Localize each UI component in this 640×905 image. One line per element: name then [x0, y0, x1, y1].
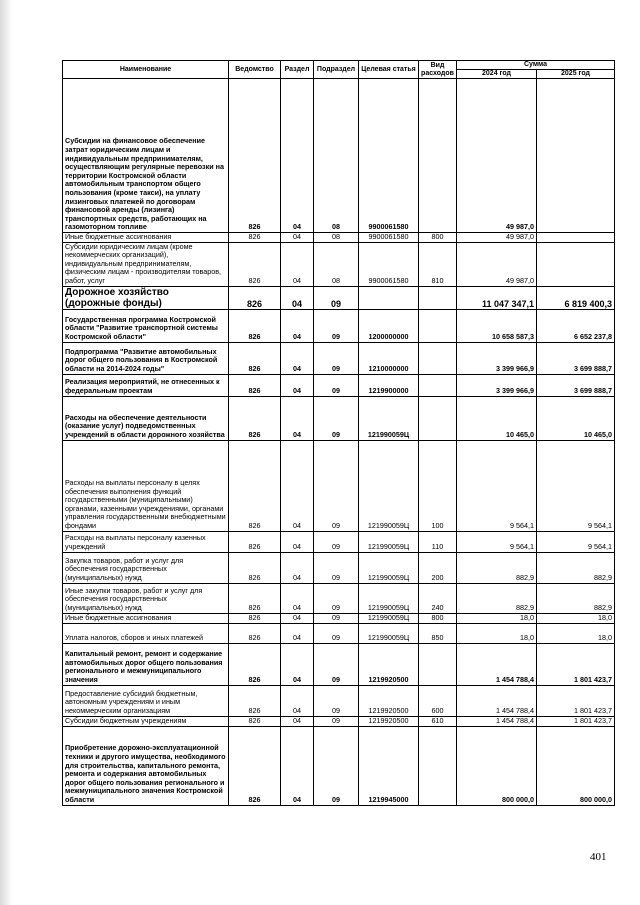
- row-department: 826: [229, 242, 281, 286]
- row-name: Приобретение дорожно-эксплуатационной техники и другого имущества, необходимого для строительства, капитального ремонта, ремонта и содержания автомобильных дорог общего пользования регионального и межмуниципального значения Костромской области: [63, 726, 229, 805]
- row-expense-type: [419, 643, 457, 685]
- row-sum-2025: 9 564,1: [537, 440, 615, 531]
- row-department: 826: [229, 726, 281, 805]
- row-name: Дорожное хозяйство (дорожные фонды): [63, 286, 229, 309]
- header-name: Наименование: [63, 61, 229, 79]
- row-sum-2025: 1 801 423,7: [537, 685, 615, 716]
- row-sum-2024: 3 399 966,9: [457, 374, 537, 396]
- row-expense-type: 800: [419, 233, 457, 243]
- row-name: Расходы на выплаты персоналу в целях обеспечения выполнения функций государственными (муниципальными) органами, казенными учреждениями, органами управления государственными внебюджетными фондами: [63, 440, 229, 531]
- table-row: [63, 396, 615, 440]
- row-target: 121990059Ц: [359, 583, 419, 613]
- row-subsection: 09: [314, 643, 359, 685]
- row-target: 9900061580: [359, 242, 419, 286]
- row-department: 826: [229, 440, 281, 531]
- row-department: 826: [229, 374, 281, 396]
- row-subsection: 09: [314, 286, 359, 309]
- row-department: 826: [229, 286, 281, 309]
- row-section: 04: [281, 613, 314, 623]
- row-sum-2025: 18,0: [537, 613, 615, 623]
- row-subsection: 09: [314, 583, 359, 613]
- row-department: 826: [229, 623, 281, 643]
- row-sum-2024: 18,0: [457, 613, 537, 623]
- scan-edge-shadow: [0, 0, 12, 905]
- row-sum-2024: 49 987,0: [457, 242, 537, 286]
- row-sum-2025: [537, 242, 615, 286]
- table-row: [63, 286, 615, 309]
- row-expense-type: [419, 79, 457, 233]
- row-expense-type: [419, 726, 457, 805]
- row-section: 04: [281, 623, 314, 643]
- row-expense-type: 100: [419, 440, 457, 531]
- row-sum-2024: 10 465,0: [457, 396, 537, 440]
- row-name: Капитальный ремонт, ремонт и содержание автомобильных дорог общего пользования регионального и межмуниципального значения: [63, 643, 229, 685]
- row-target: 121990059Ц: [359, 531, 419, 552]
- row-target: 1219920500: [359, 643, 419, 685]
- header-sum: Сумма: [457, 61, 615, 70]
- row-section: 04: [281, 342, 314, 374]
- row-expense-type: 240: [419, 583, 457, 613]
- table-row: [63, 552, 615, 583]
- row-sum-2025: [537, 79, 615, 233]
- row-subsection: 09: [314, 552, 359, 583]
- row-expense-type: [419, 374, 457, 396]
- row-department: 826: [229, 716, 281, 726]
- row-name: Субсидии бюджетным учреждениям: [63, 716, 229, 726]
- row-sum-2025: 3 699 888,7: [537, 342, 615, 374]
- table-row: [63, 583, 615, 613]
- row-name: Иные бюджетные ассигнования: [63, 613, 229, 623]
- row-target: 121990059Ц: [359, 623, 419, 643]
- row-name: Предоставление субсидий бюджетным, автономным учреждениям и иным некоммерческим организациям: [63, 685, 229, 716]
- header-expense-type: Вид расходов: [419, 61, 457, 79]
- row-target: 9900061580: [359, 233, 419, 243]
- row-department: 826: [229, 583, 281, 613]
- row-sum-2024: 49 987,0: [457, 79, 537, 233]
- row-section: 04: [281, 309, 314, 342]
- row-target: 121990059Ц: [359, 396, 419, 440]
- row-subsection: 09: [314, 716, 359, 726]
- row-target: 1219920500: [359, 685, 419, 716]
- row-name: Государственная программа Костромской области "Развитие транспортной системы Костромской области": [63, 309, 229, 342]
- row-sum-2024: 3 399 966,9: [457, 342, 537, 374]
- row-subsection: 09: [314, 623, 359, 643]
- row-subsection: 09: [314, 685, 359, 716]
- row-name: Закупка товаров, работ и услуг для обеспечения государственных (муниципальных) нужд: [63, 552, 229, 583]
- row-sum-2024: 1 454 788,4: [457, 685, 537, 716]
- budget-table: [62, 60, 615, 806]
- row-sum-2024: 49 987,0: [457, 233, 537, 243]
- table-row: [63, 726, 615, 805]
- table-row: [63, 643, 615, 685]
- row-expense-type: 600: [419, 685, 457, 716]
- table-row: [63, 531, 615, 552]
- row-sum-2025: 10 465,0: [537, 396, 615, 440]
- row-department: 826: [229, 685, 281, 716]
- row-sum-2025: 18,0: [537, 623, 615, 643]
- row-section: 04: [281, 233, 314, 243]
- row-section: 04: [281, 396, 314, 440]
- row-name: Уплата налогов, сборов и иных платежей: [63, 623, 229, 643]
- row-name: Расходы на обеспечение деятельности (оказание услуг) подведомственных учреждений в области дорожного хозяйства: [63, 396, 229, 440]
- row-section: 04: [281, 552, 314, 583]
- row-sum-2025: 800 000,0: [537, 726, 615, 805]
- row-target: 9900061580: [359, 79, 419, 233]
- row-target: 1219945000: [359, 726, 419, 805]
- row-target: 121990059Ц: [359, 552, 419, 583]
- row-expense-type: [419, 342, 457, 374]
- row-target: 1200000000: [359, 309, 419, 342]
- row-subsection: 08: [314, 79, 359, 233]
- row-sum-2024: 9 564,1: [457, 440, 537, 531]
- row-name: Иные бюджетные ассигнования: [63, 233, 229, 243]
- row-target: [359, 286, 419, 309]
- table-row: [63, 623, 615, 643]
- table-row: [63, 685, 615, 716]
- row-sum-2025: 6 652 237,8: [537, 309, 615, 342]
- budget-sheet: [62, 60, 614, 806]
- row-subsection: 08: [314, 233, 359, 243]
- row-expense-type: 850: [419, 623, 457, 643]
- row-sum-2025: 882,9: [537, 583, 615, 613]
- row-expense-type: 200: [419, 552, 457, 583]
- row-expense-type: [419, 286, 457, 309]
- row-section: 04: [281, 79, 314, 233]
- row-name: Реализация мероприятий, не отнесенных к федеральным проектам: [63, 374, 229, 396]
- header-target: Целевая статья: [359, 61, 419, 79]
- row-sum-2024: 882,9: [457, 583, 537, 613]
- row-section: 04: [281, 440, 314, 531]
- row-expense-type: 800: [419, 613, 457, 623]
- page-number: 401: [590, 851, 607, 863]
- row-department: 826: [229, 643, 281, 685]
- row-target: 1219900000: [359, 374, 419, 396]
- row-subsection: 09: [314, 613, 359, 623]
- row-expense-type: 110: [419, 531, 457, 552]
- header-year-2025: 2025 год: [537, 70, 615, 79]
- row-section: 04: [281, 531, 314, 552]
- row-subsection: 09: [314, 374, 359, 396]
- row-section: 04: [281, 643, 314, 685]
- table-row: [63, 233, 615, 243]
- row-sum-2025: 1 801 423,7: [537, 643, 615, 685]
- table-row: [63, 716, 615, 726]
- row-sum-2024: 1 454 788,4: [457, 643, 537, 685]
- row-section: 04: [281, 685, 314, 716]
- row-sum-2025: 882,9: [537, 552, 615, 583]
- row-sum-2025: 9 564,1: [537, 531, 615, 552]
- row-section: 04: [281, 286, 314, 309]
- row-target: 1210000000: [359, 342, 419, 374]
- row-sum-2024: 1 454 788,4: [457, 716, 537, 726]
- row-section: 04: [281, 726, 314, 805]
- header-section: Раздел: [281, 61, 314, 79]
- row-department: 826: [229, 396, 281, 440]
- row-name: Субсидии на финансовое обеспечение затрат юридическим лицам и индивидуальным предпринимателям, осуществляющим регулярные перевозки на территории Костромской области автомобильным транспортом общего пользования (кроме такси), на уплату лизинговых платежей по договорам финансовой аренды (лизинга) транспортных средств, работающих на газомоторном топливе: [63, 79, 229, 233]
- table-row: [63, 79, 615, 233]
- row-name: Расходы на выплаты персоналу казенных учреждений: [63, 531, 229, 552]
- row-expense-type: [419, 396, 457, 440]
- row-expense-type: [419, 309, 457, 342]
- header-subsection: Подраздел: [314, 61, 359, 79]
- row-sum-2024: 11 047 347,1: [457, 286, 537, 309]
- row-subsection: 09: [314, 342, 359, 374]
- row-target: 121990059Ц: [359, 440, 419, 531]
- row-department: 826: [229, 233, 281, 243]
- row-subsection: 09: [314, 309, 359, 342]
- row-department: 826: [229, 79, 281, 233]
- row-expense-type: 610: [419, 716, 457, 726]
- row-department: 826: [229, 613, 281, 623]
- row-target: 121990059Ц: [359, 613, 419, 623]
- row-sum-2025: 3 699 888,7: [537, 374, 615, 396]
- header-department: Ведомство: [229, 61, 281, 79]
- table-row: [63, 374, 615, 396]
- row-sum-2025: 1 801 423,7: [537, 716, 615, 726]
- row-sum-2024: 9 564,1: [457, 531, 537, 552]
- row-section: 04: [281, 716, 314, 726]
- row-department: 826: [229, 552, 281, 583]
- row-subsection: 09: [314, 396, 359, 440]
- row-sum-2024: 800 000,0: [457, 726, 537, 805]
- table-row: [63, 342, 615, 374]
- table-row: [63, 242, 615, 286]
- header-year-2024: 2024 год: [457, 70, 537, 79]
- row-department: 826: [229, 342, 281, 374]
- row-subsection: 08: [314, 242, 359, 286]
- row-name: Подпрограмма "Развитие автомобильных дорог общего пользования в Костромской области на 2014-2024 годы": [63, 342, 229, 374]
- row-section: 04: [281, 242, 314, 286]
- row-name: Иные закупки товаров, работ и услуг для обеспечения государственных (муниципальных) нужд: [63, 583, 229, 613]
- row-subsection: 09: [314, 726, 359, 805]
- row-target: 1219920500: [359, 716, 419, 726]
- table-row: [63, 440, 615, 531]
- row-sum-2024: 10 658 587,3: [457, 309, 537, 342]
- row-sum-2024: 882,9: [457, 552, 537, 583]
- row-section: 04: [281, 374, 314, 396]
- row-sum-2025: [537, 233, 615, 243]
- row-subsection: 09: [314, 531, 359, 552]
- row-expense-type: 810: [419, 242, 457, 286]
- row-sum-2025: 6 819 400,3: [537, 286, 615, 309]
- table-row: [63, 613, 615, 623]
- row-subsection: 09: [314, 440, 359, 531]
- table-row: [63, 309, 615, 342]
- row-department: 826: [229, 309, 281, 342]
- row-department: 826: [229, 531, 281, 552]
- row-sum-2024: 18,0: [457, 623, 537, 643]
- row-section: 04: [281, 583, 314, 613]
- row-name: Субсидии юридическим лицам (кроме некоммерческих организаций), индивидуальным предпринимателям, физическим лицам - производителям товаров, работ, услуг: [63, 242, 229, 286]
